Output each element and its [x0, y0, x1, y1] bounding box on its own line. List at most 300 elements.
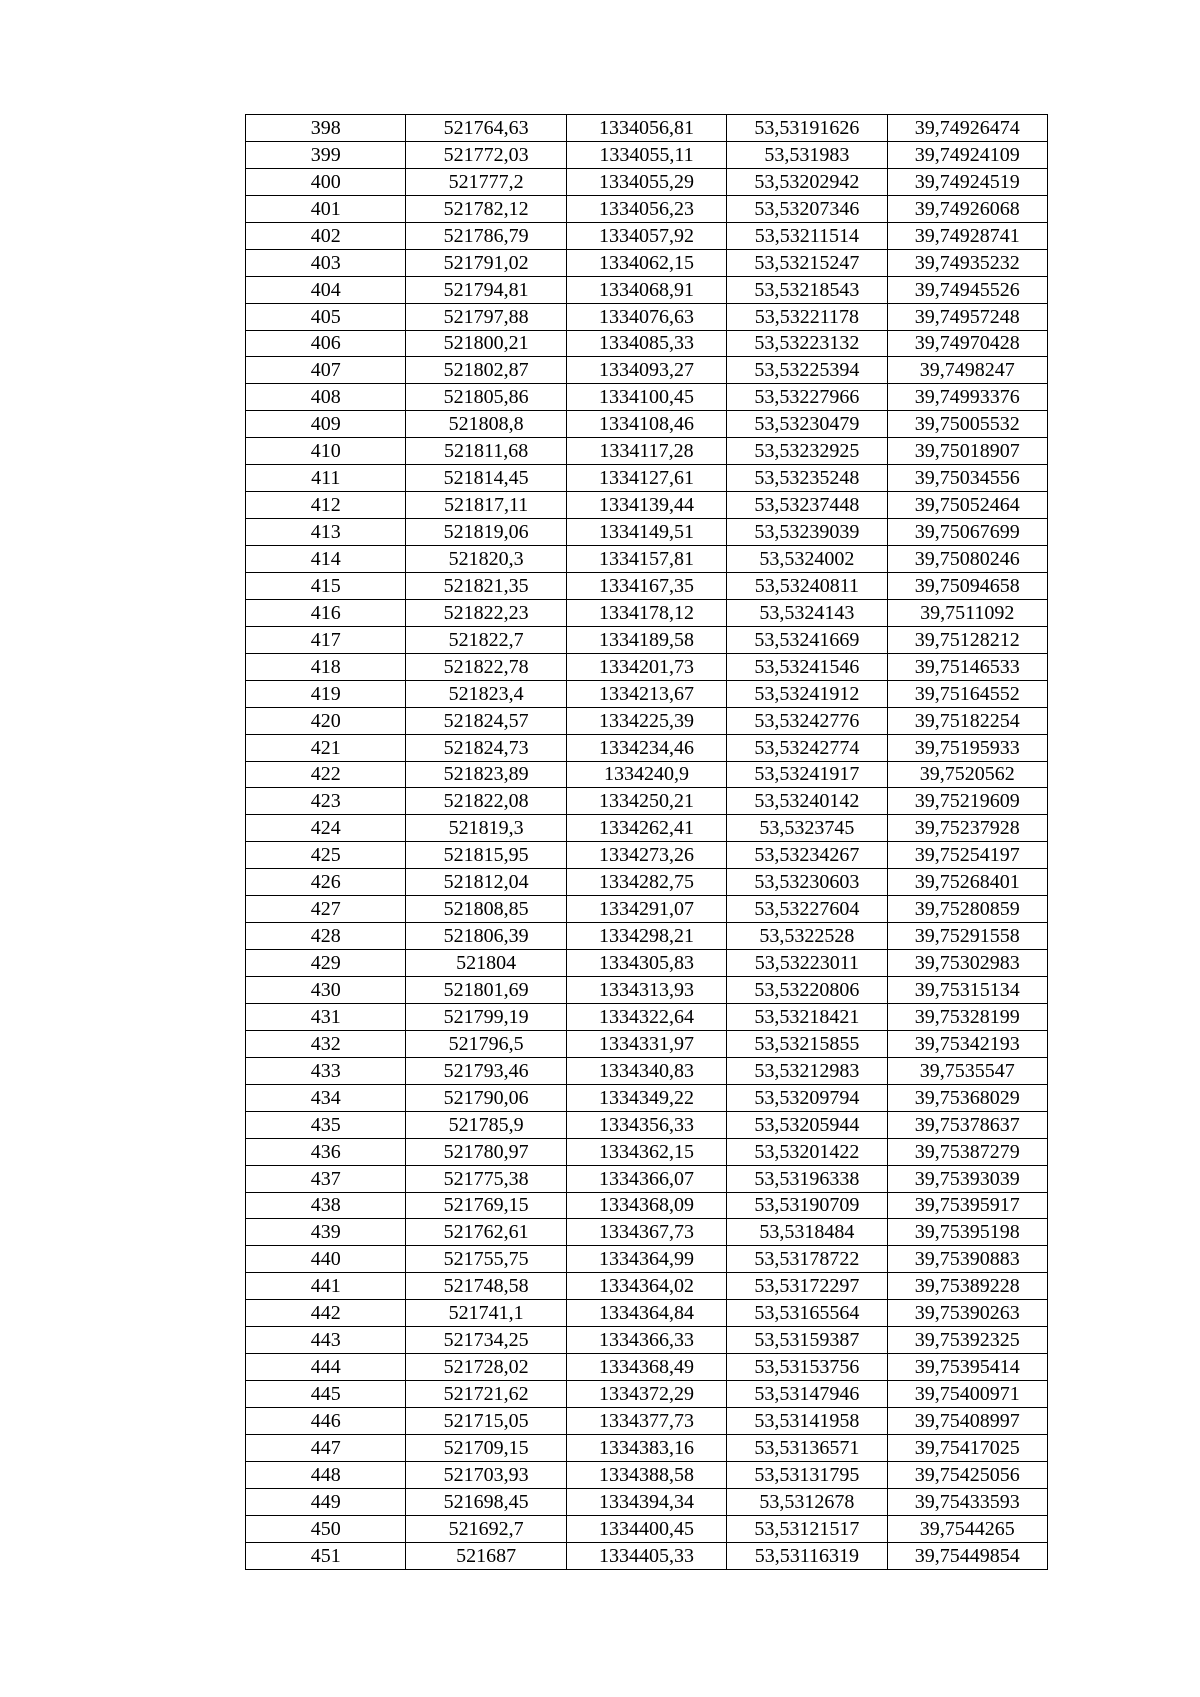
table-row — [246, 1434, 1048, 1461]
table-row — [246, 734, 1048, 761]
x-coordinate-cell: 521769,15 — [406, 1192, 566, 1219]
point-number-cell: 409 — [246, 411, 406, 438]
point-number-cell: 430 — [246, 977, 406, 1004]
latitude-cell: 53,53211514 — [727, 222, 887, 249]
longitude-cell: 39,75067699 — [887, 519, 1047, 546]
table-row — [246, 384, 1048, 411]
point-number-cell: 451 — [246, 1542, 406, 1569]
point-number-cell: 412 — [246, 492, 406, 519]
coordinates-table-body — [246, 115, 1048, 1570]
latitude-cell: 53,5318484 — [727, 1219, 887, 1246]
point-number-cell: 441 — [246, 1273, 406, 1300]
y-coordinate-cell: 1334225,39 — [566, 707, 726, 734]
x-coordinate-cell: 521782,12 — [406, 195, 566, 222]
latitude-cell: 53,53191626 — [727, 115, 887, 142]
x-coordinate-cell: 521791,02 — [406, 249, 566, 276]
point-number-cell: 436 — [246, 1138, 406, 1165]
x-coordinate-cell: 521817,11 — [406, 492, 566, 519]
x-coordinate-cell: 521698,45 — [406, 1488, 566, 1515]
longitude-cell: 39,74935232 — [887, 249, 1047, 276]
point-number-cell: 424 — [246, 815, 406, 842]
point-number-cell: 408 — [246, 384, 406, 411]
y-coordinate-cell: 1334262,41 — [566, 815, 726, 842]
point-number-cell: 415 — [246, 572, 406, 599]
y-coordinate-cell: 1334178,12 — [566, 599, 726, 626]
y-coordinate-cell: 1334056,23 — [566, 195, 726, 222]
x-coordinate-cell: 521800,21 — [406, 330, 566, 357]
latitude-cell: 53,53241669 — [727, 626, 887, 653]
latitude-cell: 53,53237448 — [727, 492, 887, 519]
y-coordinate-cell: 1334305,83 — [566, 950, 726, 977]
y-coordinate-cell: 1334383,16 — [566, 1434, 726, 1461]
longitude-cell: 39,75433593 — [887, 1488, 1047, 1515]
y-coordinate-cell: 1334367,73 — [566, 1219, 726, 1246]
y-coordinate-cell: 1334331,97 — [566, 1030, 726, 1057]
point-number-cell: 434 — [246, 1084, 406, 1111]
y-coordinate-cell: 1334100,45 — [566, 384, 726, 411]
longitude-cell: 39,75390883 — [887, 1246, 1047, 1273]
x-coordinate-cell: 521755,75 — [406, 1246, 566, 1273]
point-number-cell: 410 — [246, 438, 406, 465]
longitude-cell: 39,75417025 — [887, 1434, 1047, 1461]
table-row — [246, 1084, 1048, 1111]
y-coordinate-cell: 1334108,46 — [566, 411, 726, 438]
x-coordinate-cell: 521687 — [406, 1542, 566, 1569]
latitude-cell: 53,53220806 — [727, 977, 887, 1004]
coordinates-table — [245, 114, 1048, 1570]
x-coordinate-cell: 521762,61 — [406, 1219, 566, 1246]
longitude-cell: 39,75128212 — [887, 626, 1047, 653]
y-coordinate-cell: 1334056,81 — [566, 115, 726, 142]
table-row — [246, 1381, 1048, 1408]
point-number-cell: 400 — [246, 168, 406, 195]
table-row — [246, 680, 1048, 707]
x-coordinate-cell: 521804 — [406, 950, 566, 977]
table-row — [246, 1300, 1048, 1327]
latitude-cell: 53,53230479 — [727, 411, 887, 438]
latitude-cell: 53,53232925 — [727, 438, 887, 465]
latitude-cell: 53,53141958 — [727, 1408, 887, 1435]
longitude-cell: 39,75315134 — [887, 977, 1047, 1004]
table-row — [246, 357, 1048, 384]
point-number-cell: 402 — [246, 222, 406, 249]
point-number-cell: 413 — [246, 519, 406, 546]
x-coordinate-cell: 521806,39 — [406, 923, 566, 950]
y-coordinate-cell: 1334250,21 — [566, 788, 726, 815]
x-coordinate-cell: 521819,3 — [406, 815, 566, 842]
point-number-cell: 398 — [246, 115, 406, 142]
latitude-cell: 53,53225394 — [727, 357, 887, 384]
y-coordinate-cell: 1334282,75 — [566, 869, 726, 896]
latitude-cell: 53,53165564 — [727, 1300, 887, 1327]
longitude-cell: 39,74945526 — [887, 276, 1047, 303]
table-row — [246, 249, 1048, 276]
y-coordinate-cell: 1334356,33 — [566, 1111, 726, 1138]
table-row — [246, 1515, 1048, 1542]
table-row — [246, 1327, 1048, 1354]
table-row — [246, 276, 1048, 303]
latitude-cell: 53,53242774 — [727, 734, 887, 761]
x-coordinate-cell: 521824,57 — [406, 707, 566, 734]
table-row — [246, 1057, 1048, 1084]
y-coordinate-cell: 1334377,73 — [566, 1408, 726, 1435]
latitude-cell: 53,53153756 — [727, 1354, 887, 1381]
longitude-cell: 39,75291558 — [887, 923, 1047, 950]
longitude-cell: 39,75182254 — [887, 707, 1047, 734]
table-row — [246, 1192, 1048, 1219]
longitude-cell: 39,75280859 — [887, 896, 1047, 923]
longitude-cell: 39,74993376 — [887, 384, 1047, 411]
table-row — [246, 115, 1048, 142]
longitude-cell: 39,75425056 — [887, 1461, 1047, 1488]
point-number-cell: 433 — [246, 1057, 406, 1084]
table-row — [246, 411, 1048, 438]
y-coordinate-cell: 1334394,34 — [566, 1488, 726, 1515]
longitude-cell: 39,75034556 — [887, 465, 1047, 492]
latitude-cell: 53,53240142 — [727, 788, 887, 815]
latitude-cell: 53,53218421 — [727, 1003, 887, 1030]
table-row — [246, 1273, 1048, 1300]
y-coordinate-cell: 1334085,33 — [566, 330, 726, 357]
y-coordinate-cell: 1334055,11 — [566, 141, 726, 168]
y-coordinate-cell: 1334322,64 — [566, 1003, 726, 1030]
x-coordinate-cell: 521799,19 — [406, 1003, 566, 1030]
table-row — [246, 519, 1048, 546]
point-number-cell: 445 — [246, 1381, 406, 1408]
y-coordinate-cell: 1334372,29 — [566, 1381, 726, 1408]
table-row — [246, 465, 1048, 492]
latitude-cell: 53,53223132 — [727, 330, 887, 357]
table-row — [246, 815, 1048, 842]
table-row — [246, 653, 1048, 680]
point-number-cell: 423 — [246, 788, 406, 815]
table-row — [246, 492, 1048, 519]
table-row — [246, 1408, 1048, 1435]
point-number-cell: 407 — [246, 357, 406, 384]
y-coordinate-cell: 1334157,81 — [566, 546, 726, 573]
y-coordinate-cell: 1334117,28 — [566, 438, 726, 465]
longitude-cell: 39,74924109 — [887, 141, 1047, 168]
x-coordinate-cell: 521822,78 — [406, 653, 566, 680]
latitude-cell: 53,53241917 — [727, 761, 887, 788]
table-row — [246, 1461, 1048, 1488]
x-coordinate-cell: 521805,86 — [406, 384, 566, 411]
x-coordinate-cell: 521824,73 — [406, 734, 566, 761]
point-number-cell: 435 — [246, 1111, 406, 1138]
table-row — [246, 546, 1048, 573]
table-row — [246, 977, 1048, 1004]
point-number-cell: 427 — [246, 896, 406, 923]
point-number-cell: 438 — [246, 1192, 406, 1219]
x-coordinate-cell: 521777,2 — [406, 168, 566, 195]
x-coordinate-cell: 521823,4 — [406, 680, 566, 707]
point-number-cell: 404 — [246, 276, 406, 303]
y-coordinate-cell: 1334201,73 — [566, 653, 726, 680]
x-coordinate-cell: 521748,58 — [406, 1273, 566, 1300]
latitude-cell: 53,53227966 — [727, 384, 887, 411]
x-coordinate-cell: 521822,7 — [406, 626, 566, 653]
point-number-cell: 442 — [246, 1300, 406, 1327]
x-coordinate-cell: 521780,97 — [406, 1138, 566, 1165]
point-number-cell: 439 — [246, 1219, 406, 1246]
longitude-cell: 39,74924519 — [887, 168, 1047, 195]
longitude-cell: 39,75018907 — [887, 438, 1047, 465]
point-number-cell: 443 — [246, 1327, 406, 1354]
y-coordinate-cell: 1334062,15 — [566, 249, 726, 276]
table-row — [246, 1111, 1048, 1138]
table-row — [246, 1138, 1048, 1165]
latitude-cell: 53,5322528 — [727, 923, 887, 950]
longitude-cell: 39,75408997 — [887, 1408, 1047, 1435]
latitude-cell: 53,53221178 — [727, 303, 887, 330]
latitude-cell: 53,53223011 — [727, 950, 887, 977]
latitude-cell: 53,53172297 — [727, 1273, 887, 1300]
y-coordinate-cell: 1334364,99 — [566, 1246, 726, 1273]
latitude-cell: 53,53230603 — [727, 869, 887, 896]
point-number-cell: 444 — [246, 1354, 406, 1381]
point-number-cell: 431 — [246, 1003, 406, 1030]
y-coordinate-cell: 1334093,27 — [566, 357, 726, 384]
point-number-cell: 422 — [246, 761, 406, 788]
table-row — [246, 195, 1048, 222]
x-coordinate-cell: 521764,63 — [406, 115, 566, 142]
x-coordinate-cell: 521823,89 — [406, 761, 566, 788]
longitude-cell: 39,75389228 — [887, 1273, 1047, 1300]
table-row — [246, 1542, 1048, 1569]
table-row — [246, 599, 1048, 626]
y-coordinate-cell: 1334213,67 — [566, 680, 726, 707]
y-coordinate-cell: 1334291,07 — [566, 896, 726, 923]
x-coordinate-cell: 521812,04 — [406, 869, 566, 896]
longitude-cell: 39,74926474 — [887, 115, 1047, 142]
latitude-cell: 53,53218543 — [727, 276, 887, 303]
latitude-cell: 53,53240811 — [727, 572, 887, 599]
y-coordinate-cell: 1334405,33 — [566, 1542, 726, 1569]
x-coordinate-cell: 521815,95 — [406, 842, 566, 869]
table-row — [246, 1219, 1048, 1246]
longitude-cell: 39,75094658 — [887, 572, 1047, 599]
y-coordinate-cell: 1334388,58 — [566, 1461, 726, 1488]
latitude-cell: 53,531983 — [727, 141, 887, 168]
latitude-cell: 53,5324143 — [727, 599, 887, 626]
latitude-cell: 53,53121517 — [727, 1515, 887, 1542]
longitude-cell: 39,7511092 — [887, 599, 1047, 626]
latitude-cell: 53,53116319 — [727, 1542, 887, 1569]
longitude-cell: 39,75146533 — [887, 653, 1047, 680]
x-coordinate-cell: 521801,69 — [406, 977, 566, 1004]
y-coordinate-cell: 1334400,45 — [566, 1515, 726, 1542]
x-coordinate-cell: 521785,9 — [406, 1111, 566, 1138]
point-number-cell: 414 — [246, 546, 406, 573]
x-coordinate-cell: 521741,1 — [406, 1300, 566, 1327]
x-coordinate-cell: 521786,79 — [406, 222, 566, 249]
longitude-cell: 39,7520562 — [887, 761, 1047, 788]
latitude-cell: 53,53207346 — [727, 195, 887, 222]
latitude-cell: 53,53205944 — [727, 1111, 887, 1138]
x-coordinate-cell: 521819,06 — [406, 519, 566, 546]
table-row — [246, 1488, 1048, 1515]
latitude-cell: 53,53215247 — [727, 249, 887, 276]
point-number-cell: 429 — [246, 950, 406, 977]
y-coordinate-cell: 1334364,02 — [566, 1273, 726, 1300]
point-number-cell: 401 — [246, 195, 406, 222]
longitude-cell: 39,75005532 — [887, 411, 1047, 438]
y-coordinate-cell: 1334368,49 — [566, 1354, 726, 1381]
table-row — [246, 761, 1048, 788]
point-number-cell: 417 — [246, 626, 406, 653]
longitude-cell: 39,74926068 — [887, 195, 1047, 222]
longitude-cell: 39,7535547 — [887, 1057, 1047, 1084]
latitude-cell: 53,53178722 — [727, 1246, 887, 1273]
x-coordinate-cell: 521794,81 — [406, 276, 566, 303]
point-number-cell: 421 — [246, 734, 406, 761]
y-coordinate-cell: 1334055,29 — [566, 168, 726, 195]
x-coordinate-cell: 521692,7 — [406, 1515, 566, 1542]
y-coordinate-cell: 1334349,22 — [566, 1084, 726, 1111]
longitude-cell: 39,75219609 — [887, 788, 1047, 815]
y-coordinate-cell: 1334313,93 — [566, 977, 726, 1004]
x-coordinate-cell: 521721,62 — [406, 1381, 566, 1408]
table-row — [246, 1165, 1048, 1192]
x-coordinate-cell: 521728,02 — [406, 1354, 566, 1381]
y-coordinate-cell: 1334364,84 — [566, 1300, 726, 1327]
latitude-cell: 53,53227604 — [727, 896, 887, 923]
longitude-cell: 39,75302983 — [887, 950, 1047, 977]
table-row — [246, 626, 1048, 653]
latitude-cell: 53,5324002 — [727, 546, 887, 573]
latitude-cell: 53,53147946 — [727, 1381, 887, 1408]
point-number-cell: 440 — [246, 1246, 406, 1273]
x-coordinate-cell: 521790,06 — [406, 1084, 566, 1111]
latitude-cell: 53,53159387 — [727, 1327, 887, 1354]
y-coordinate-cell: 1334127,61 — [566, 465, 726, 492]
y-coordinate-cell: 1334057,92 — [566, 222, 726, 249]
table-row — [246, 896, 1048, 923]
table-row — [246, 572, 1048, 599]
x-coordinate-cell: 521822,23 — [406, 599, 566, 626]
x-coordinate-cell: 521808,85 — [406, 896, 566, 923]
longitude-cell: 39,75449854 — [887, 1542, 1047, 1569]
table-row — [246, 869, 1048, 896]
x-coordinate-cell: 521797,88 — [406, 303, 566, 330]
point-number-cell: 416 — [246, 599, 406, 626]
table-row — [246, 842, 1048, 869]
latitude-cell: 53,53209794 — [727, 1084, 887, 1111]
x-coordinate-cell: 521715,05 — [406, 1408, 566, 1435]
latitude-cell: 53,53239039 — [727, 519, 887, 546]
x-coordinate-cell: 521709,15 — [406, 1434, 566, 1461]
table-row — [246, 1246, 1048, 1273]
latitude-cell: 53,5312678 — [727, 1488, 887, 1515]
y-coordinate-cell: 1334234,46 — [566, 734, 726, 761]
longitude-cell: 39,75392325 — [887, 1327, 1047, 1354]
point-number-cell: 420 — [246, 707, 406, 734]
table-row — [246, 923, 1048, 950]
y-coordinate-cell: 1334366,33 — [566, 1327, 726, 1354]
x-coordinate-cell: 521703,93 — [406, 1461, 566, 1488]
longitude-cell: 39,75395414 — [887, 1354, 1047, 1381]
table-row — [246, 707, 1048, 734]
point-number-cell: 411 — [246, 465, 406, 492]
point-number-cell: 437 — [246, 1165, 406, 1192]
longitude-cell: 39,74970428 — [887, 330, 1047, 357]
table-row — [246, 1030, 1048, 1057]
x-coordinate-cell: 521811,68 — [406, 438, 566, 465]
y-coordinate-cell: 1334366,07 — [566, 1165, 726, 1192]
point-number-cell: 450 — [246, 1515, 406, 1542]
latitude-cell: 53,53241546 — [727, 653, 887, 680]
x-coordinate-cell: 521796,5 — [406, 1030, 566, 1057]
longitude-cell: 39,74957248 — [887, 303, 1047, 330]
y-coordinate-cell: 1334362,15 — [566, 1138, 726, 1165]
longitude-cell: 39,75254197 — [887, 842, 1047, 869]
longitude-cell: 39,75400971 — [887, 1381, 1047, 1408]
point-number-cell: 446 — [246, 1408, 406, 1435]
table-row — [246, 788, 1048, 815]
x-coordinate-cell: 521820,3 — [406, 546, 566, 573]
point-number-cell: 399 — [246, 141, 406, 168]
longitude-cell: 39,75328199 — [887, 1003, 1047, 1030]
latitude-cell: 53,53235248 — [727, 465, 887, 492]
x-coordinate-cell: 521822,08 — [406, 788, 566, 815]
y-coordinate-cell: 1334167,35 — [566, 572, 726, 599]
longitude-cell: 39,7544265 — [887, 1515, 1047, 1542]
y-coordinate-cell: 1334189,58 — [566, 626, 726, 653]
table-row — [246, 950, 1048, 977]
y-coordinate-cell: 1334076,63 — [566, 303, 726, 330]
point-number-cell: 426 — [246, 869, 406, 896]
point-number-cell: 428 — [246, 923, 406, 950]
point-number-cell: 449 — [246, 1488, 406, 1515]
longitude-cell: 39,7498247 — [887, 357, 1047, 384]
longitude-cell: 39,74928741 — [887, 222, 1047, 249]
y-coordinate-cell: 1334368,09 — [566, 1192, 726, 1219]
point-number-cell: 406 — [246, 330, 406, 357]
longitude-cell: 39,75378637 — [887, 1111, 1047, 1138]
latitude-cell: 53,53136571 — [727, 1434, 887, 1461]
latitude-cell: 53,53215855 — [727, 1030, 887, 1057]
latitude-cell: 53,53201422 — [727, 1138, 887, 1165]
longitude-cell: 39,75080246 — [887, 546, 1047, 573]
longitude-cell: 39,75164552 — [887, 680, 1047, 707]
y-coordinate-cell: 1334240,9 — [566, 761, 726, 788]
longitude-cell: 39,75342193 — [887, 1030, 1047, 1057]
longitude-cell: 39,75268401 — [887, 869, 1047, 896]
x-coordinate-cell: 521802,87 — [406, 357, 566, 384]
longitude-cell: 39,75387279 — [887, 1138, 1047, 1165]
latitude-cell: 53,53190709 — [727, 1192, 887, 1219]
x-coordinate-cell: 521821,35 — [406, 572, 566, 599]
latitude-cell: 53,53202942 — [727, 168, 887, 195]
x-coordinate-cell: 521734,25 — [406, 1327, 566, 1354]
point-number-cell: 432 — [246, 1030, 406, 1057]
y-coordinate-cell: 1334068,91 — [566, 276, 726, 303]
point-number-cell: 418 — [246, 653, 406, 680]
point-number-cell: 419 — [246, 680, 406, 707]
latitude-cell: 53,53131795 — [727, 1461, 887, 1488]
longitude-cell: 39,75393039 — [887, 1165, 1047, 1192]
point-number-cell: 447 — [246, 1434, 406, 1461]
latitude-cell: 53,53241912 — [727, 680, 887, 707]
latitude-cell: 53,53212983 — [727, 1057, 887, 1084]
latitude-cell: 53,53234267 — [727, 842, 887, 869]
point-number-cell: 403 — [246, 249, 406, 276]
table-row — [246, 222, 1048, 249]
x-coordinate-cell: 521814,45 — [406, 465, 566, 492]
x-coordinate-cell: 521772,03 — [406, 141, 566, 168]
x-coordinate-cell: 521775,38 — [406, 1165, 566, 1192]
latitude-cell: 53,53196338 — [727, 1165, 887, 1192]
